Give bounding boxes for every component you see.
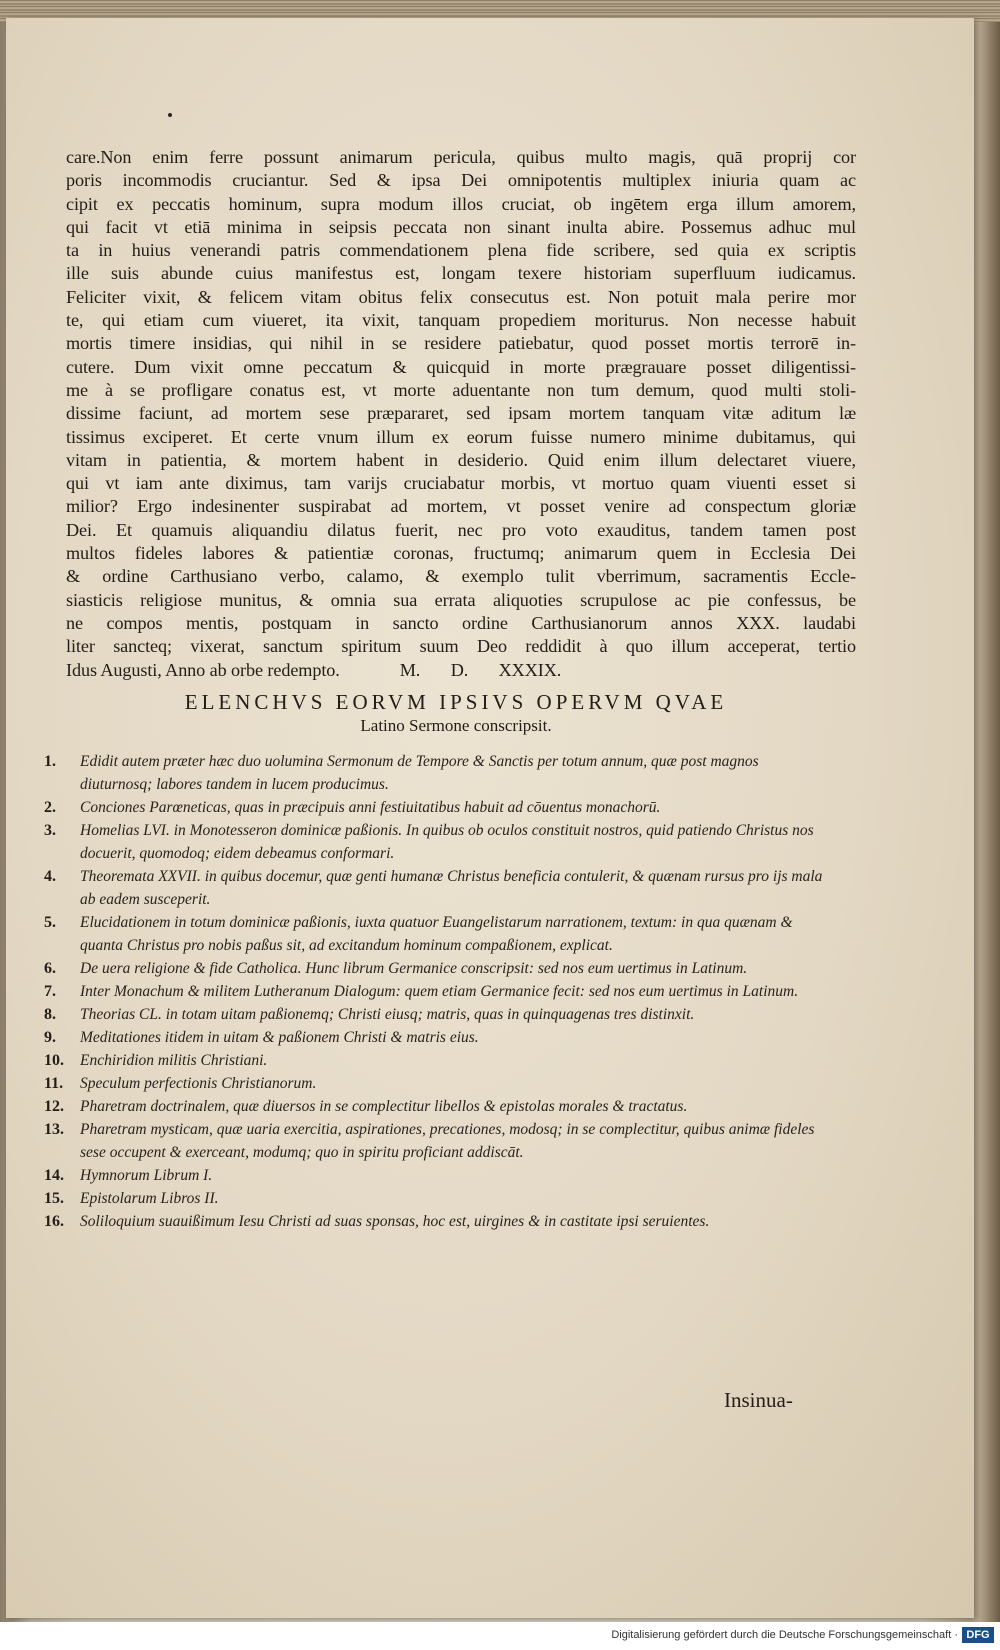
- text-line: ta in huius venerandi patris commendationem plena fide scribere, sed quia ex scriptis: [66, 240, 856, 261]
- list-item: [44, 1210, 834, 1233]
- text-line: cutere. Dum vixit omne peccatum & quicquid in morte prægrauare posset diligentissi-: [66, 356, 856, 377]
- item-number: 2.: [44, 799, 56, 816]
- item-text: Soliloquium suauißimum Iesu Christi ad suas sponsas, hoc est, uirgines & in castitate ipsi seruientes.: [80, 1213, 710, 1230]
- list-item: [44, 957, 834, 980]
- text-line: Feliciter vixit, & felicem vitam obitus felix consecutus est. Non potuit mala perire mor: [66, 286, 856, 307]
- item-number: 4.: [44, 868, 56, 885]
- item-number: 6.: [44, 960, 56, 977]
- list-item: [44, 1164, 834, 1187]
- list-item: [44, 1187, 834, 1210]
- list-item: [44, 980, 834, 1003]
- item-number: 14.: [44, 1167, 64, 1184]
- item-number: 10.: [44, 1052, 64, 1069]
- item-number: 12.: [44, 1098, 64, 1115]
- item-text: Pharetram mysticam, quæ uaria exercitia, aspirationes, precationes, modosq; in se complectitur, quibus animæ fideles sese occupent & exerceant, modumq; quo in spiritu proficiant addiscāt.: [80, 1121, 815, 1161]
- item-text: Conciones Parœneticas, quas in præcipuis anni festiuitatibus habuit ad cōuentus monachorū.: [80, 799, 661, 816]
- text-line: vitam in patientia, & mortem habent in desiderio. Quid enim illum delectaret viuere,: [66, 449, 856, 470]
- text-line: mortis timere insidias, qui nihil in se residere patiebatur, quod posset mortis terrorē in-: [66, 333, 856, 354]
- text-line: ne compos mentis, postquam in sancto ordine Carthusianorum annos XXX. laudabi: [66, 612, 856, 633]
- item-text: Elucidationem in totum dominicæ paßionis, iuxta quatuor Euangelistarum narrationem, textum: in qua quænam & quanta Christus pro nobis paßus sit, ad excitandum hominum compaßionem, explicat.: [80, 914, 793, 954]
- text-line: dissime faciunt, ad mortem sese præpararet, sed ipsam mortem tanquam vitæ aditum læ: [66, 403, 856, 424]
- item-text: Hymnorum Librum I.: [80, 1167, 213, 1184]
- list-item: [44, 1026, 834, 1049]
- item-text: Epistolarum Libros II.: [80, 1190, 219, 1207]
- book-page: [6, 18, 974, 1618]
- elenchus-subheading: Latino Sermone conscripsit.: [360, 716, 552, 735]
- text-line: care.Non enim ferre possunt animarum pericula, quibus multo magis, quā proprij cor: [66, 147, 856, 167]
- text-line: poris incommodis cruciantur. Sed & ipsa Dei omnipotentis multiplex iniuria quam ac: [66, 170, 856, 191]
- item-text: Inter Monachum & militem Lutheranum Dialogum: quem etiam Germanice fecit: sed nos eum uertimus in Latinum.: [80, 983, 799, 1000]
- text-line: cipit ex peccatis hominum, supra modum illos cruciat, ob ingētem erga illum amorem,: [66, 193, 856, 214]
- item-text: Homelias LVI. in Monotesseron dominicæ paßionis. In quibus ob oculos constituit nostros, quid patiendo Christus nos docuerit, quomodoq; eidem debeamus conformari.: [80, 822, 814, 862]
- elenchus-heading: ELENCHVS EORVM IPSIVS OPERVM QVAE: [184, 690, 728, 714]
- text-line: me à se profligare conatus est, vt morte aduentante non tum demum, quod multi stoli-: [66, 379, 856, 400]
- item-text: Theorias CL. in totam uitam paßionemq; Christi eiusq; matris, quas in quinquagenas tres distinxit.: [80, 1006, 695, 1023]
- body-text: [66, 146, 856, 682]
- item-number: 11.: [44, 1075, 64, 1092]
- list-item: [44, 865, 834, 911]
- list-item: [44, 750, 834, 796]
- text-line-final: [66, 659, 856, 682]
- item-text: De uera religione & fide Catholica. Hunc librum Germanice conscripsit: sed nos eum uertimus in Latinum.: [80, 960, 748, 977]
- list-item: [44, 1003, 834, 1026]
- ink-dot: [168, 113, 172, 117]
- item-number: 16.: [44, 1213, 64, 1230]
- item-text: Speculum perfectionis Christianorum.: [80, 1075, 317, 1092]
- text-line: Dei. Et quamuis aliquandiu dilatus fuerit, nec pro voto exauditus, tandem tamen post: [66, 519, 856, 540]
- item-number: 8.: [44, 1006, 56, 1023]
- list-item: [44, 911, 834, 957]
- final-line-text: Idus Augusti, Anno ab orbe redempto.: [66, 659, 340, 680]
- item-text: Pharetram doctrinalem, quæ diuersos in se complectitur libellos & epistolas morales & tractatus.: [80, 1098, 688, 1115]
- list-item: [44, 1072, 834, 1095]
- list-item: [44, 796, 834, 819]
- text-line: qui facit vt etiā minima in seipsis peccata non sinant inulta abire. Possemus adhuc mul: [66, 216, 856, 237]
- text-line: multos fideles labores & patientiæ coronas, fructumq; animarum quem in Ecclesia Dei: [66, 543, 856, 564]
- text-line: milior? Ergo indesinenter suspirabat ad mortem, vt posset venire ad conspectum gloriæ: [66, 496, 856, 517]
- text-line: liter sancteq; vixerat, sanctum spiritum suum Deo reddidit à quo illum acceperat, tertio: [66, 636, 856, 657]
- text-line: tissimus exciperet. Et certe vnum illum ex eorum fuisse numero minime dubitamus, qui: [66, 426, 856, 447]
- item-number: 15.: [44, 1190, 64, 1207]
- works-list: [44, 750, 834, 1233]
- item-text: Theoremata XXVII. in quibus docemur, quæ genti humanæ Christus beneficia contulerit, & quænam rursus pro ijs mala ab eadem susceperit.: [80, 868, 823, 908]
- item-text: Meditationes itidem in uitam & paßionem Christi & matris eius.: [80, 1029, 479, 1046]
- list-item: [44, 1049, 834, 1072]
- item-number: 3.: [44, 822, 56, 839]
- item-number: 9.: [44, 1029, 56, 1046]
- item-text: Edidit autem præter hæc duo uolumina Sermonum de Tempore & Sanctis per totum annum, quæ post magnos diuturnosq; labores tandem in lucem producimus.: [80, 753, 759, 793]
- text-line: siasticis religiose munitus, & omnia sua errata aliquoties scrupulose ac pie confessus, be: [66, 589, 856, 610]
- list-item: [44, 1118, 834, 1164]
- catchword: Insinua-: [724, 1388, 793, 1412]
- death-year: M. D. XXXIX.: [399, 659, 562, 680]
- dfg-logo: DFG: [962, 1627, 994, 1643]
- item-text: Enchiridion militis Christiani.: [80, 1052, 268, 1069]
- item-number: 7.: [44, 983, 56, 1000]
- item-number: 5.: [44, 914, 56, 931]
- item-number: 1.: [44, 753, 56, 770]
- dfg-credit: Digitalisierung gefördert durch die Deutsche Forschungsgemeinschaft ·: [611, 1629, 958, 1641]
- text-line: & ordine Carthusiano verbo, calamo, & exemplo tulit vberrimum, sacramentis Eccle-: [66, 566, 856, 587]
- text-line: te, qui etiam cum viueret, ita vixit, tanquam propediem moriturus. Non necesse habuit: [66, 310, 856, 331]
- item-number: 13.: [44, 1121, 64, 1138]
- text-line: qui vt iam ante diximus, tam varijs cruciabatur morbis, vt mortuo quam viuenti esset si: [66, 473, 856, 494]
- list-item: [44, 819, 834, 865]
- text-line: ille suis abunde cuius manifestus est, longam texere historiam superfluum iudicamus.: [66, 263, 856, 284]
- list-item: [44, 1095, 834, 1118]
